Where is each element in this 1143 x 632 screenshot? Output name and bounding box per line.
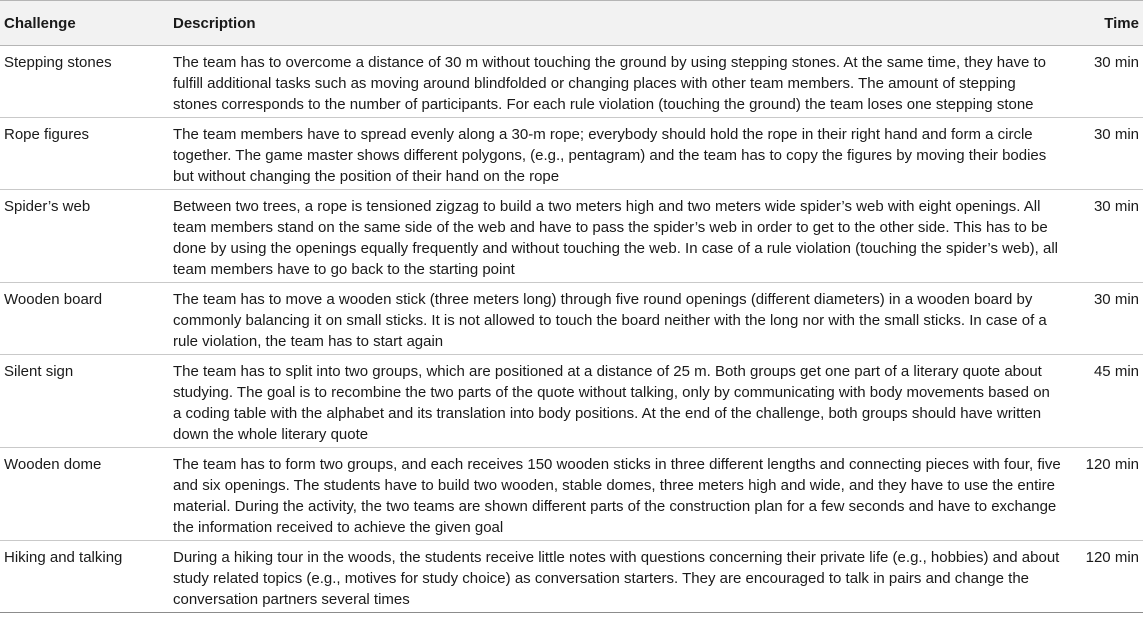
table-row	[0, 541, 1143, 613]
cell-time: 120 min	[1068, 541, 1143, 613]
header-challenge: Challenge	[0, 1, 167, 46]
cell-time: 30 min	[1068, 118, 1143, 190]
header-time: Time	[1068, 1, 1143, 46]
table-row	[0, 46, 1143, 118]
cell-challenge: Silent sign	[0, 355, 167, 448]
cell-challenge: Hiking and talking	[0, 541, 167, 613]
cell-description: The team has to overcome a distance of 30 m without touching the ground by using stepping stones. At the same time, they have to fulfill additional tasks such as moving around blindfolded or changing places with other team members. The amount of stepping stones corresponds to the number of participants. For each rule violation (touching the ground) the team loses one stepping stone	[167, 46, 1068, 118]
cell-challenge: Wooden dome	[0, 448, 167, 541]
header-description: Description	[167, 1, 1068, 46]
cell-time: 30 min	[1068, 46, 1143, 118]
cell-time: 30 min	[1068, 190, 1143, 283]
cell-description: The team has to form two groups, and each receives 150 wooden sticks in three different lengths and connecting pieces with four, five and six openings. The students have to build two wooden, stable domes, three meters high and wide, and they have to use the entire material. During the activity, the two teams are shown different parts of the construction plan for a few seconds and have to exchange the information received to achieve the given goal	[167, 448, 1068, 541]
table-row	[0, 190, 1143, 283]
cell-description: During a hiking tour in the woods, the students receive little notes with questions concerning their private life (e.g., hobbies) and about study related topics (e.g., motives for study choice) as conversation starters. They are encouraged to talk in pairs and change the conversation partners several times	[167, 541, 1068, 613]
table-row	[0, 283, 1143, 355]
table-row	[0, 118, 1143, 190]
header-row	[0, 1, 1143, 46]
cell-description: Between two trees, a rope is tensioned zigzag to build a two meters high and two meters wide spider’s web with eight openings. All team members stand on the same side of the web and have to pass the spider’s web in order to get to the other side. This has to be done by using the openings equally frequently and without touching the web. In case of a rule violation (touching the spider’s web), all team members have to go back to the starting point	[167, 190, 1068, 283]
cell-description: The team members have to spread evenly along a 30-m rope; everybody should hold the rope in their right hand and form a circle together. The game master shows different polygons, (e.g., pentagram) and the team has to copy the figures by moving their bodies but without changing the position of their hand on the rope	[167, 118, 1068, 190]
table-row	[0, 448, 1143, 541]
cell-description: The team has to split into two groups, which are positioned at a distance of 25 m. Both groups get one part of a literary quote about studying. The goal is to recombine the two parts of the quote without talking, only by communicating with body movements based on a coding table with the alphabet and its translation into body positions. At the end of the challenge, both groups should have written down the whole literary quote	[167, 355, 1068, 448]
cell-time: 45 min	[1068, 355, 1143, 448]
cell-challenge: Rope figures	[0, 118, 167, 190]
cell-time: 120 min	[1068, 448, 1143, 541]
cell-time: 30 min	[1068, 283, 1143, 355]
table-row	[0, 355, 1143, 448]
cell-challenge: Stepping stones	[0, 46, 167, 118]
table-body	[0, 46, 1143, 613]
cell-challenge: Wooden board	[0, 283, 167, 355]
cell-challenge: Spider’s web	[0, 190, 167, 283]
table-header	[0, 1, 1143, 46]
cell-description: The team has to move a wooden stick (three meters long) through five round openings (different diameters) in a wooden board by commonly balancing it on small sticks. It is not allowed to touch the board neither with the long nor with the small sticks. In case of a rule violation, the team has to start again	[167, 283, 1068, 355]
